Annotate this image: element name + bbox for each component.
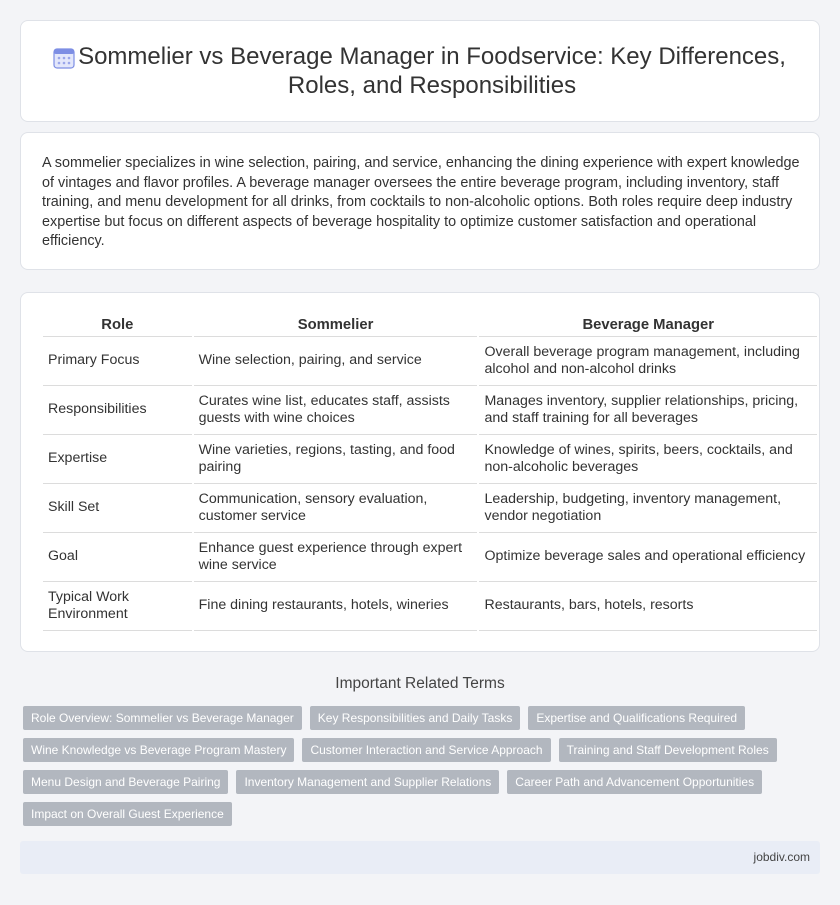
header-beverage-manager: Beverage Manager — [479, 315, 817, 337]
intro-paragraph: A sommelier specializes in wine selection, pairing, and service, enhancing the dining experience with expert knowledge of vintages and flavor profiles. A beverage manager oversees the entire beverage program, including inventory, staff training, and menu development for all drinks, from cocktails to non-alcoholic options. Both roles require deep industry expertise but focus on different aspects of beverage hospitality to optimize customer satisfaction and operational efficiency. — [42, 155, 800, 250]
sommelier-cell: Communication, sensory evaluation, customer service — [194, 484, 478, 533]
sommelier-cell: Wine varieties, regions, tasting, and food pairing — [194, 435, 478, 484]
footer-site-link[interactable]: jobdiv.com — [753, 850, 810, 864]
header-role: Role — [43, 315, 192, 337]
related-term-tag[interactable]: Career Path and Advancement Opportunities — [507, 770, 762, 794]
comparison-card — [20, 292, 820, 652]
row-label: Responsibilities — [43, 386, 192, 435]
comparison-table — [41, 315, 819, 631]
sommelier-cell: Curates wine list, educates staff, assists guests with wine choices — [194, 386, 478, 435]
beverage-manager-cell: Overall beverage program management, including alcohol and non-alcohol drinks — [479, 337, 817, 386]
row-label: Primary Focus — [43, 337, 192, 386]
related-term-tag[interactable]: Inventory Management and Supplier Relations — [236, 770, 499, 794]
sommelier-cell: Fine dining restaurants, hotels, wineries — [194, 582, 478, 631]
table-row — [43, 386, 817, 435]
related-term-tag[interactable]: Wine Knowledge vs Beverage Program Mastery — [23, 738, 294, 762]
beverage-manager-cell: Leadership, budgeting, inventory management, vendor negotiation — [479, 484, 817, 533]
sommelier-cell: Enhance guest experience through expert wine service — [194, 533, 478, 582]
related-term-tag[interactable]: Training and Staff Development Roles — [559, 738, 777, 762]
row-label: Goal — [43, 533, 192, 582]
table-header-row — [43, 315, 817, 337]
beverage-manager-cell: Knowledge of wines, spirits, beers, cocktails, and non-alcoholic beverages — [479, 435, 817, 484]
beverage-manager-cell: Manages inventory, supplier relationships, pricing, and staff training for all beverages — [479, 386, 817, 435]
related-term-tag[interactable]: Expertise and Qualifications Required — [528, 706, 745, 730]
header-sommelier: Sommelier — [194, 315, 478, 337]
related-term-tag[interactable]: Menu Design and Beverage Pairing — [23, 770, 228, 794]
row-label: Typical Work Environment — [43, 582, 192, 631]
intro-card — [20, 132, 820, 270]
table-row — [43, 337, 817, 386]
beverage-manager-cell: Optimize beverage sales and operational efficiency — [479, 533, 817, 582]
related-terms-list — [23, 706, 813, 826]
related-term-tag[interactable]: Customer Interaction and Service Approach — [302, 738, 550, 762]
related-term-tag[interactable]: Key Responsibilities and Daily Tasks — [310, 706, 521, 730]
page-title: Sommelier vs Beverage Manager in Foodservice: Key Differences, Roles, and Responsibilities — [78, 43, 786, 99]
related-terms-heading: Important Related Terms — [335, 675, 505, 692]
table-row — [43, 435, 817, 484]
beverage-manager-cell: Restaurants, bars, hotels, resorts — [479, 582, 817, 631]
footer — [20, 841, 820, 874]
table-row — [43, 484, 817, 533]
sommelier-cell: Wine selection, pairing, and service — [194, 337, 478, 386]
title-card — [20, 20, 820, 122]
related-term-tag[interactable]: Role Overview: Sommelier vs Beverage Manager — [23, 706, 302, 730]
row-label: Skill Set — [43, 484, 192, 533]
table-row — [43, 533, 817, 582]
related-term-tag[interactable]: Impact on Overall Guest Experience — [23, 802, 232, 826]
table-row — [43, 582, 817, 631]
row-label: Expertise — [43, 435, 192, 484]
